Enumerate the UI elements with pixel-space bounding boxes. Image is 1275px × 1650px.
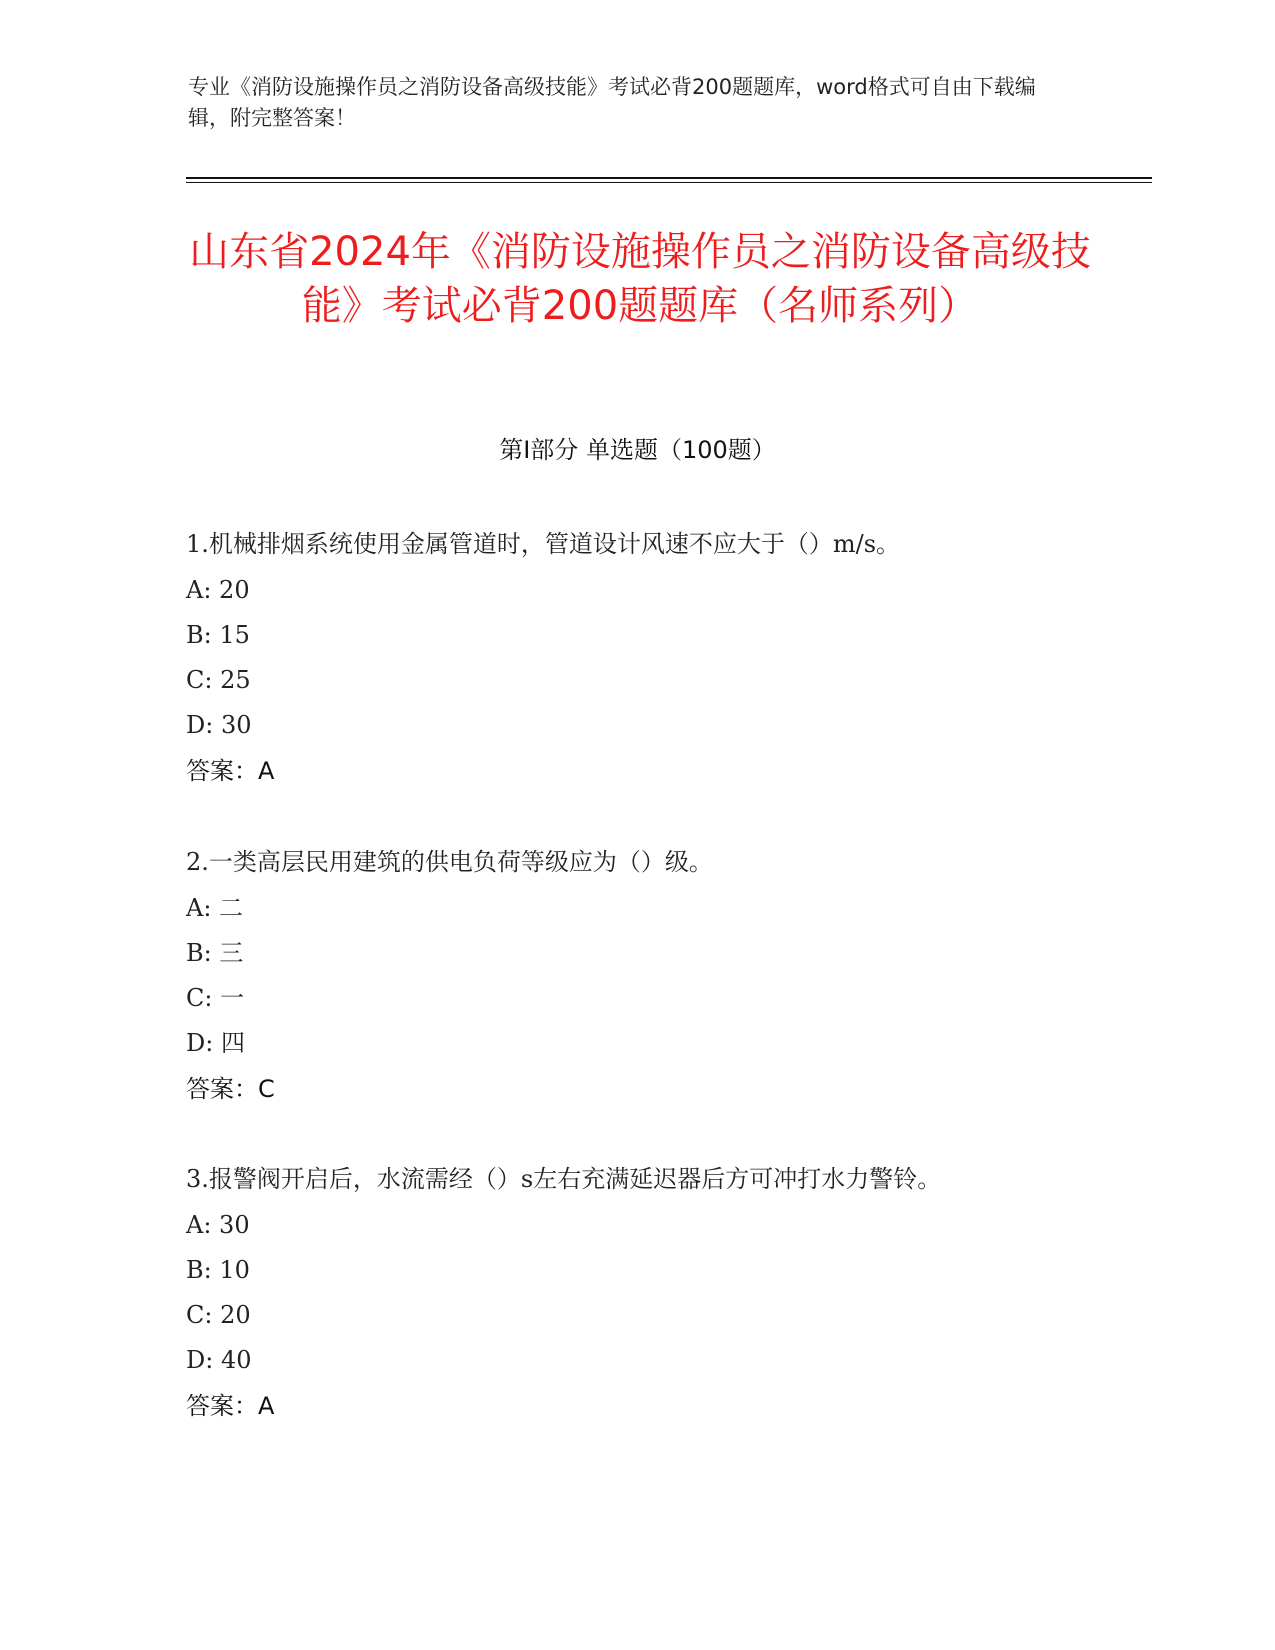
header-note: 专业《消防设施操作员之消防设备高级技能》考试必背200题题库，word格式可自由下载编辑，附完整答案！ xyxy=(188,75,1036,130)
answer-text: 答案：A xyxy=(186,757,275,785)
header-divider-thin xyxy=(186,182,1152,183)
option-d: D: 40 xyxy=(186,1346,252,1374)
option-a: A: 20 xyxy=(186,576,250,604)
question-stem: 3.报警阀开启后，水流需经（）s左右充满延迟器后方可冲打水力警铃。 xyxy=(186,1165,942,1193)
question-stem: 2.一类高层民用建筑的供电负荷等级应为（）级。 xyxy=(186,848,713,876)
question-block xyxy=(186,1155,1086,1429)
section-heading: 第I部分 单选题（100题） xyxy=(499,436,776,464)
answer-text: 答案：C xyxy=(186,1075,275,1103)
option-b: B: 10 xyxy=(186,1256,250,1284)
document-title: 山东省2024年《消防设施操作员之消防设备高级技能》考试必背200题题库（名师系列） xyxy=(189,229,1091,329)
answer-text: 答案：A xyxy=(186,1392,275,1420)
question-block xyxy=(186,838,1086,1112)
option-d: D: 四 xyxy=(186,1029,245,1057)
option-d: D: 30 xyxy=(186,711,252,739)
option-b: B: 三 xyxy=(186,939,244,967)
option-a: A: 30 xyxy=(186,1211,250,1239)
question-stem: 1.机械排烟系统使用金属管道时，管道设计风速不应大于（）m/s。 xyxy=(186,530,901,558)
option-c: C: 20 xyxy=(186,1301,251,1329)
option-c: C: 25 xyxy=(186,666,251,694)
option-c: C: 一 xyxy=(186,984,245,1012)
header-divider-thick xyxy=(186,177,1152,179)
question-block xyxy=(186,520,1086,794)
option-a: A: 二 xyxy=(186,894,244,922)
option-b: B: 15 xyxy=(186,621,250,649)
